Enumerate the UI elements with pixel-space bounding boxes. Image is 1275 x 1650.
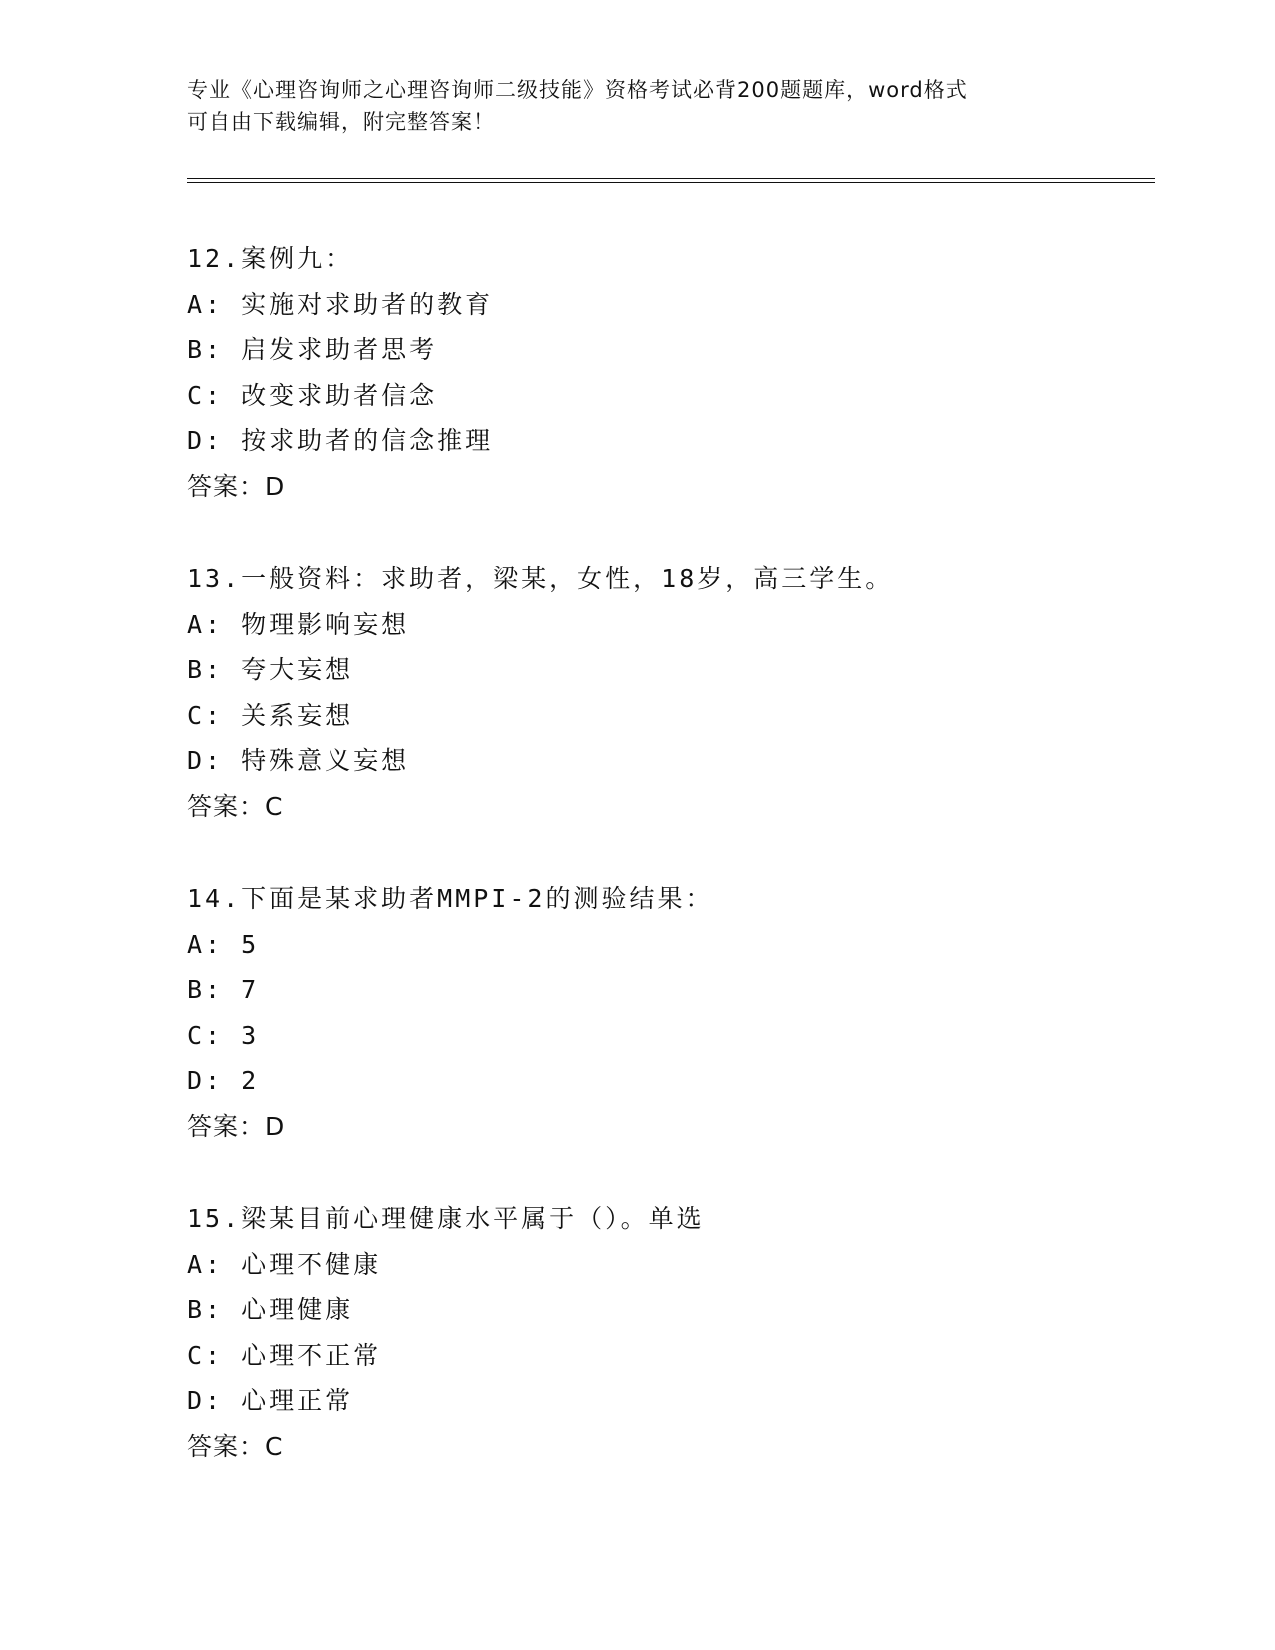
option-d: D: 2 <box>187 1066 260 1095</box>
answer-line: 答案：D <box>187 471 286 501</box>
header-line-2: 可自由下载编辑，附完整答案！ <box>187 110 495 134</box>
option-b: B: 启发求助者思考 <box>187 335 438 364</box>
document-header <box>187 74 1087 138</box>
answer-line: 答案：C <box>187 1431 284 1461</box>
option-a: A: 心理不健康 <box>187 1249 382 1279</box>
header-divider <box>187 178 1155 183</box>
question-stem: 13.一般资料：求助者，梁某，女性，18岁，高三学生。 <box>187 564 894 593</box>
answer-line: 答案：C <box>187 791 284 821</box>
option-a: A: 实施对求助者的教育 <box>187 289 494 319</box>
question-14 <box>187 876 1155 1196</box>
option-b: B: 心理健康 <box>187 1295 354 1324</box>
option-b: B: 7 <box>187 975 260 1004</box>
question-list <box>187 236 1155 1516</box>
question-stem: 14.下面是某求助者MMPI-2的测验结果： <box>187 884 714 913</box>
answer-line: 答案：D <box>187 1111 286 1141</box>
option-b: B: 夸大妄想 <box>187 655 354 684</box>
option-a: A: 物理影响妄想 <box>187 609 410 639</box>
option-c: C: 关系妄想 <box>187 700 354 730</box>
question-stem: 12.案例九： <box>187 244 354 273</box>
question-stem: 15.梁某目前心理健康水平属于（）。单选 <box>187 1204 705 1233</box>
question-15 <box>187 1196 1155 1516</box>
question-12 <box>187 236 1155 556</box>
option-a: A: 5 <box>187 929 260 959</box>
option-c: C: 3 <box>187 1020 260 1050</box>
option-d: D: 按求助者的信念推理 <box>187 426 494 455</box>
question-13 <box>187 556 1155 876</box>
header-line-1: 专业《心理咨询师之心理咨询师二级技能》资格考试必背200题题库，word格式 <box>187 78 968 102</box>
option-d: D: 心理正常 <box>187 1386 354 1415</box>
option-d: D: 特殊意义妄想 <box>187 746 410 775</box>
option-c: C: 心理不正常 <box>187 1340 382 1370</box>
option-c: C: 改变求助者信念 <box>187 380 438 410</box>
